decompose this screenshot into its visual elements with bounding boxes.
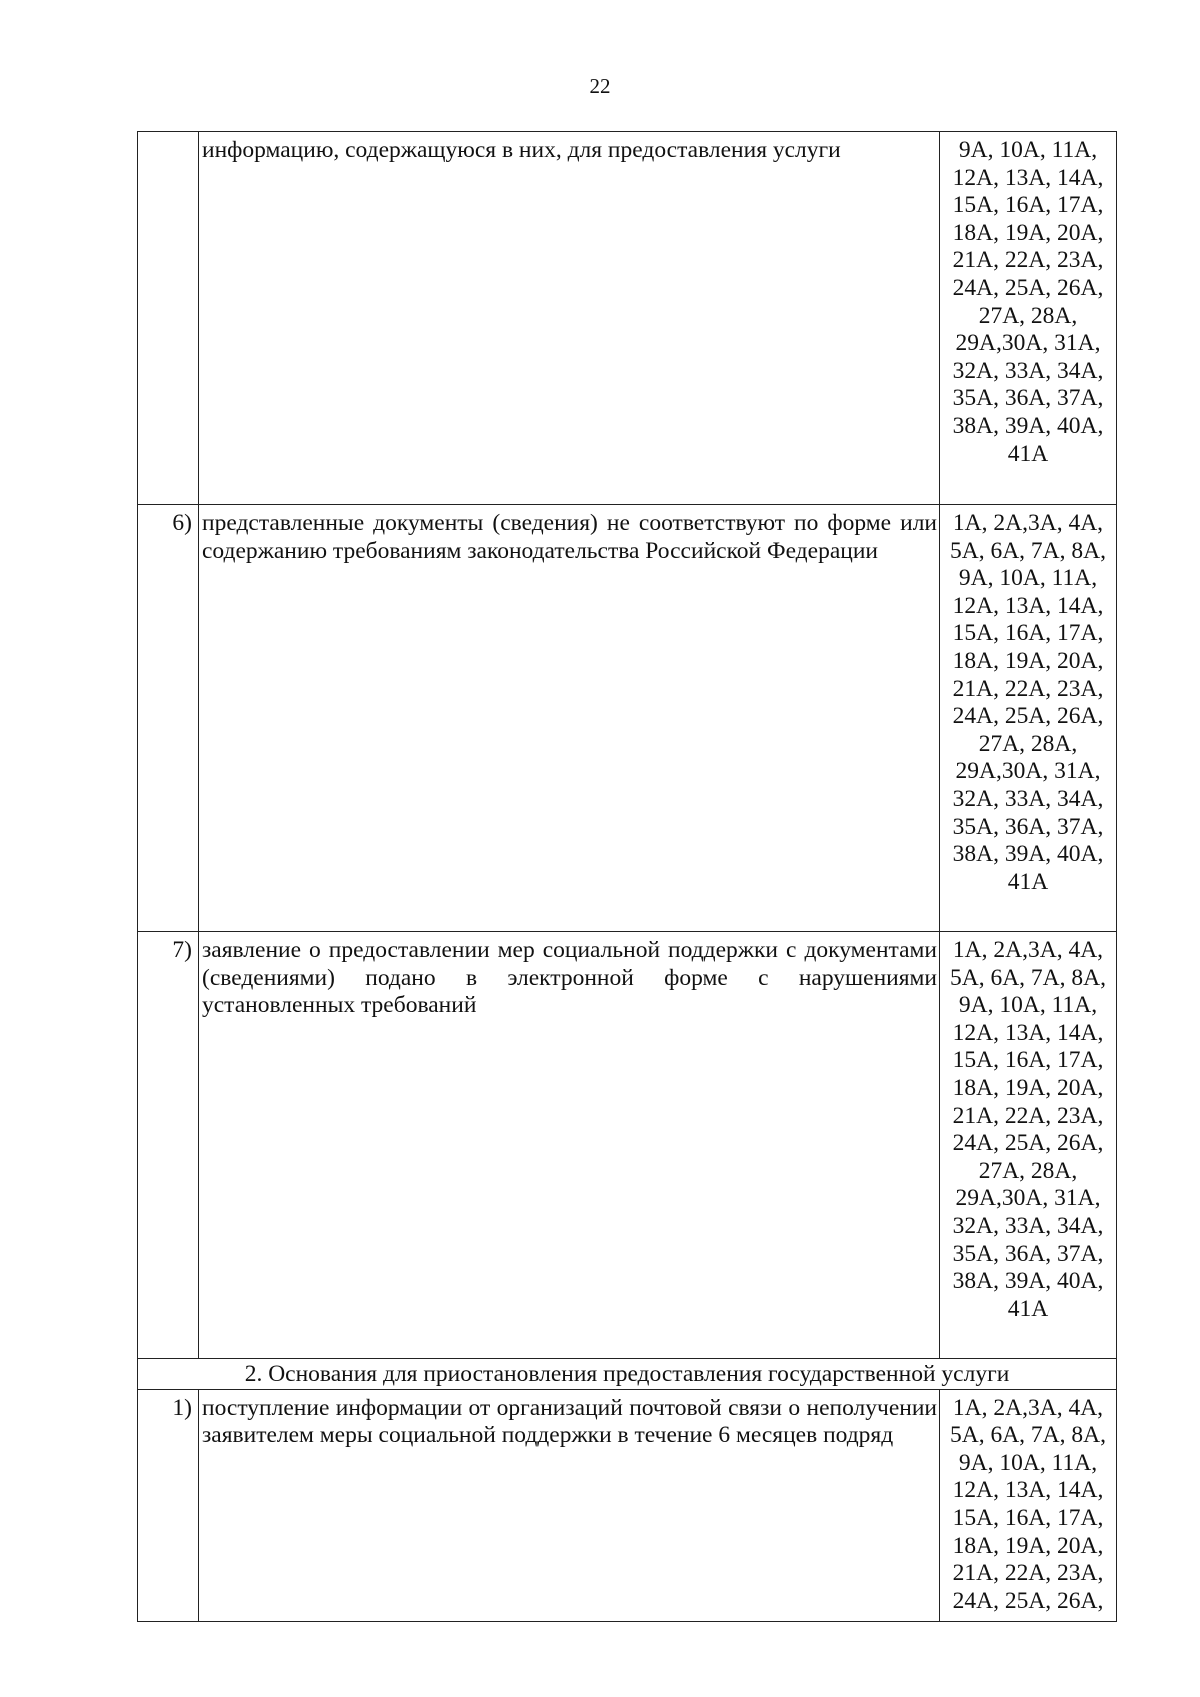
section-title: 2. Основания для приостановления предоставления государственной услуги: [138, 1359, 1117, 1390]
code-line: 18А, 19А, 20А,: [952, 219, 1104, 246]
code-line: 9А, 10А, 11А,: [958, 137, 1098, 163]
code-line: 38А, 39А, 40А,: [952, 841, 1104, 868]
code-line: 29А,30А, 31А,: [955, 1185, 1101, 1212]
row-text: заявление о предоставлении мер социальной поддержки с документами (сведениями) подано в электронной форме с нарушениями установленных требований: [199, 932, 940, 1359]
page-number: 22: [589, 74, 611, 98]
code-line: 32А, 33А, 34А,: [952, 785, 1104, 812]
table-row-7: [138, 932, 1117, 1359]
code-line: 29А,30А, 31А,: [955, 758, 1101, 785]
code-line: 24А, 25А, 26А,: [952, 1587, 1104, 1614]
code-line: 21А, 22А, 23А,: [952, 675, 1104, 702]
code-line: 21А, 22А, 23А,: [952, 1102, 1104, 1129]
row-text: представленные документы (сведения) не соответствуют по форме или содержанию требованиям законодательства Российской Федерации: [199, 505, 940, 932]
code-line: 15А, 16А, 17А,: [952, 192, 1104, 219]
code-line: 21А, 22А, 23А,: [952, 1560, 1104, 1587]
code-line: 35А, 36А, 37А,: [952, 385, 1104, 412]
code-line: 24А, 25А, 26А,: [952, 274, 1104, 301]
code-line: 41А: [1007, 868, 1049, 895]
code-line: 15А, 16А, 17А,: [952, 620, 1104, 647]
code-line: 18А, 19А, 20А,: [952, 647, 1104, 674]
row-number: [138, 132, 199, 505]
table-row-6: [138, 505, 1117, 932]
code-line: 38А, 39А, 40А,: [952, 1268, 1104, 1295]
code-line: 27А, 28А,: [978, 1157, 1078, 1184]
code-line: 1А, 2А,3А, 4А,: [952, 1394, 1104, 1421]
code-line: 41А: [1007, 440, 1049, 467]
code-line: 5А, 6А, 7А, 8А,: [949, 964, 1106, 991]
code-line: 9А, 10А, 11А,: [958, 992, 1098, 1019]
code-line: 12А, 13А, 14А,: [952, 1477, 1104, 1504]
code-line: 35А, 36А, 37А,: [952, 1240, 1104, 1267]
code-line: 1А, 2А,3А, 4А,: [952, 510, 1104, 536]
code-line: 9А, 10А, 11А,: [958, 565, 1098, 592]
code-line: 9А, 10А, 11А,: [958, 1449, 1098, 1476]
code-line: 18А, 19А, 20А,: [952, 1074, 1104, 1101]
code-line: 12А, 13А, 14А,: [952, 1019, 1104, 1046]
code-line: 12А, 13А, 14А,: [952, 164, 1104, 191]
code-line: 29А,30А, 31А,: [955, 330, 1101, 357]
code-line: 41А: [1007, 1295, 1049, 1322]
code-line: 1А, 2А,3А, 4А,: [952, 937, 1104, 963]
code-line: 27А, 28А,: [978, 302, 1078, 329]
section-header-row: [138, 1359, 1117, 1390]
row-number: 7): [138, 932, 199, 1359]
row-number: 6): [138, 505, 199, 932]
row-text: информацию, содержащуюся в них, для предоставления услуги: [199, 132, 940, 505]
code-line: 15А, 16А, 17А,: [952, 1047, 1104, 1074]
row-text: поступление информации от организаций почтовой связи о неполучении заявителем меры социальной поддержки в течение 6 месяцев подряд: [199, 1389, 940, 1622]
row-codes: [940, 132, 1117, 505]
table-row-continued: [138, 132, 1117, 505]
code-line: 27А, 28А,: [978, 730, 1078, 757]
row-codes: [940, 932, 1117, 1359]
table-row-section2-1: [138, 1389, 1117, 1622]
code-line: 5А, 6А, 7А, 8А,: [949, 1422, 1106, 1449]
code-line: 32А, 33А, 34А,: [952, 1212, 1104, 1239]
code-line: 38А, 39А, 40А,: [952, 412, 1104, 439]
code-line: 35А, 36А, 37А,: [952, 813, 1104, 840]
code-line: 5А, 6А, 7А, 8А,: [949, 537, 1106, 564]
code-line: 12А, 13А, 14А,: [952, 592, 1104, 619]
row-codes: [940, 505, 1117, 932]
code-line: 32А, 33А, 34А,: [952, 357, 1104, 384]
code-line: 21А, 22А, 23А,: [952, 247, 1104, 274]
code-line: 15А, 16А, 17А,: [952, 1504, 1104, 1531]
code-line: 24А, 25А, 26А,: [952, 703, 1104, 730]
row-codes: [940, 1389, 1117, 1622]
code-line: 18А, 19А, 20А,: [952, 1532, 1104, 1559]
row-number: 1): [138, 1389, 199, 1622]
grounds-table: [137, 131, 1117, 1622]
code-line: 24А, 25А, 26А,: [952, 1130, 1104, 1157]
